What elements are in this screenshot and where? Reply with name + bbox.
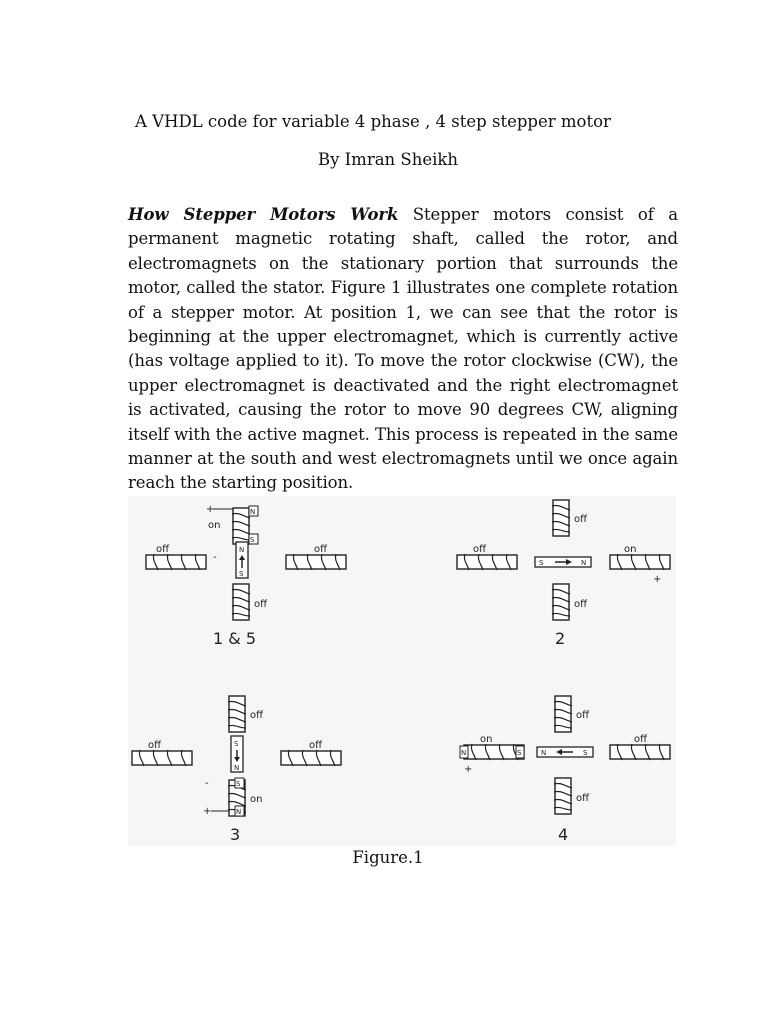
pole-s-label: S [517,749,522,757]
figure-caption: Figure.1 [352,848,424,867]
rotor [535,557,591,567]
rotor-n-label: N [541,749,547,757]
left-coil [132,740,192,766]
top-coil [228,696,264,732]
stepper-diagram [128,496,676,846]
panel-3 [132,696,341,844]
bottom-state-label: off [254,599,268,610]
bottom-coil [552,584,588,620]
bottom-coil [554,778,590,814]
rotor-s-label: S [234,740,239,748]
minus-label: - [205,778,209,789]
rotor-s-label: S [583,749,588,757]
rotor-n-label: N [239,546,245,554]
paragraph-text: Stepper motors consist of a permanent magnetic rotating shaft, called the rotor, and electromagnets on the stationary portion that surrounds the motor, called the stator. Figure 1 illustrates one complete rotation of a stepper motor. At position 1, we can see that the rotor is beginning at the upper electromagnet, which is currently active (has voltage applied to it). To move the rotor clockwise (CW), the upper electromagnet is deactivated and the right electromagnet is activated, causing the rotor to move 90 degrees CW, aligning itself with the active magnet. This process is repeated in the same manner at the south and west electromagnets until we once again reach the starting position. [128,205,678,493]
panel-1 [146,504,346,648]
right-state-label: off [309,740,323,751]
left-coil [146,544,206,570]
pole-n-label: N [236,808,242,816]
left-state-label: off [156,544,170,555]
section-heading: How Stepper Motors Work [128,205,399,224]
left-state-label: on [480,734,493,745]
right-state-label: on [624,544,637,555]
left-coil [460,734,524,775]
top-coil [552,500,588,536]
rotor [231,736,243,772]
rotor [236,542,248,578]
pole-n-label: N [461,749,467,757]
bottom-state-label: on [250,794,263,805]
panel-2 [457,500,670,648]
left-state-label: off [148,740,162,751]
top-coil [206,504,258,563]
pole-s-label: S [250,536,255,544]
document-author: By Imran Sheikh [317,150,459,169]
right-coil [610,734,670,760]
panel-4 [460,696,670,844]
panel-label: 1 & 5 [213,629,257,648]
minus-label: - [213,552,217,563]
bottom-state-label: off [574,599,588,610]
figure-1 [128,496,676,846]
pole-n-label: N [250,508,256,516]
document-title: A VHDL code for variable 4 phase , 4 step stepper motor [135,112,611,131]
bottom-coil [203,778,262,817]
top-coil [554,696,590,732]
top-state-label: off [574,514,588,525]
rotor [537,747,593,757]
top-state-label: off [250,710,264,721]
right-coil [286,544,346,570]
rotor-n-label: N [234,764,240,772]
plus-label: + [464,764,473,775]
right-state-label: off [634,734,648,745]
pole-s-label: S [236,780,241,788]
top-state-label: off [576,710,590,721]
rotor-s-label: S [239,570,244,578]
panel-label: 2 [555,629,566,648]
bottom-state-label: off [576,793,590,804]
plus-label: + [206,504,215,515]
bottom-coil [232,584,268,620]
plus-label: + [653,574,662,585]
panel-label: 4 [558,825,569,844]
right-coil [610,544,670,585]
plus-label: + [203,806,212,817]
rotor-s-label: S [539,559,544,567]
panel-label: 3 [230,825,241,844]
top-state-label: on [208,520,221,531]
body-paragraph [128,203,678,496]
rotor-n-label: N [581,559,587,567]
right-coil [281,740,341,766]
right-state-label: off [314,544,328,555]
left-state-label: off [473,544,487,555]
left-coil [457,544,517,570]
